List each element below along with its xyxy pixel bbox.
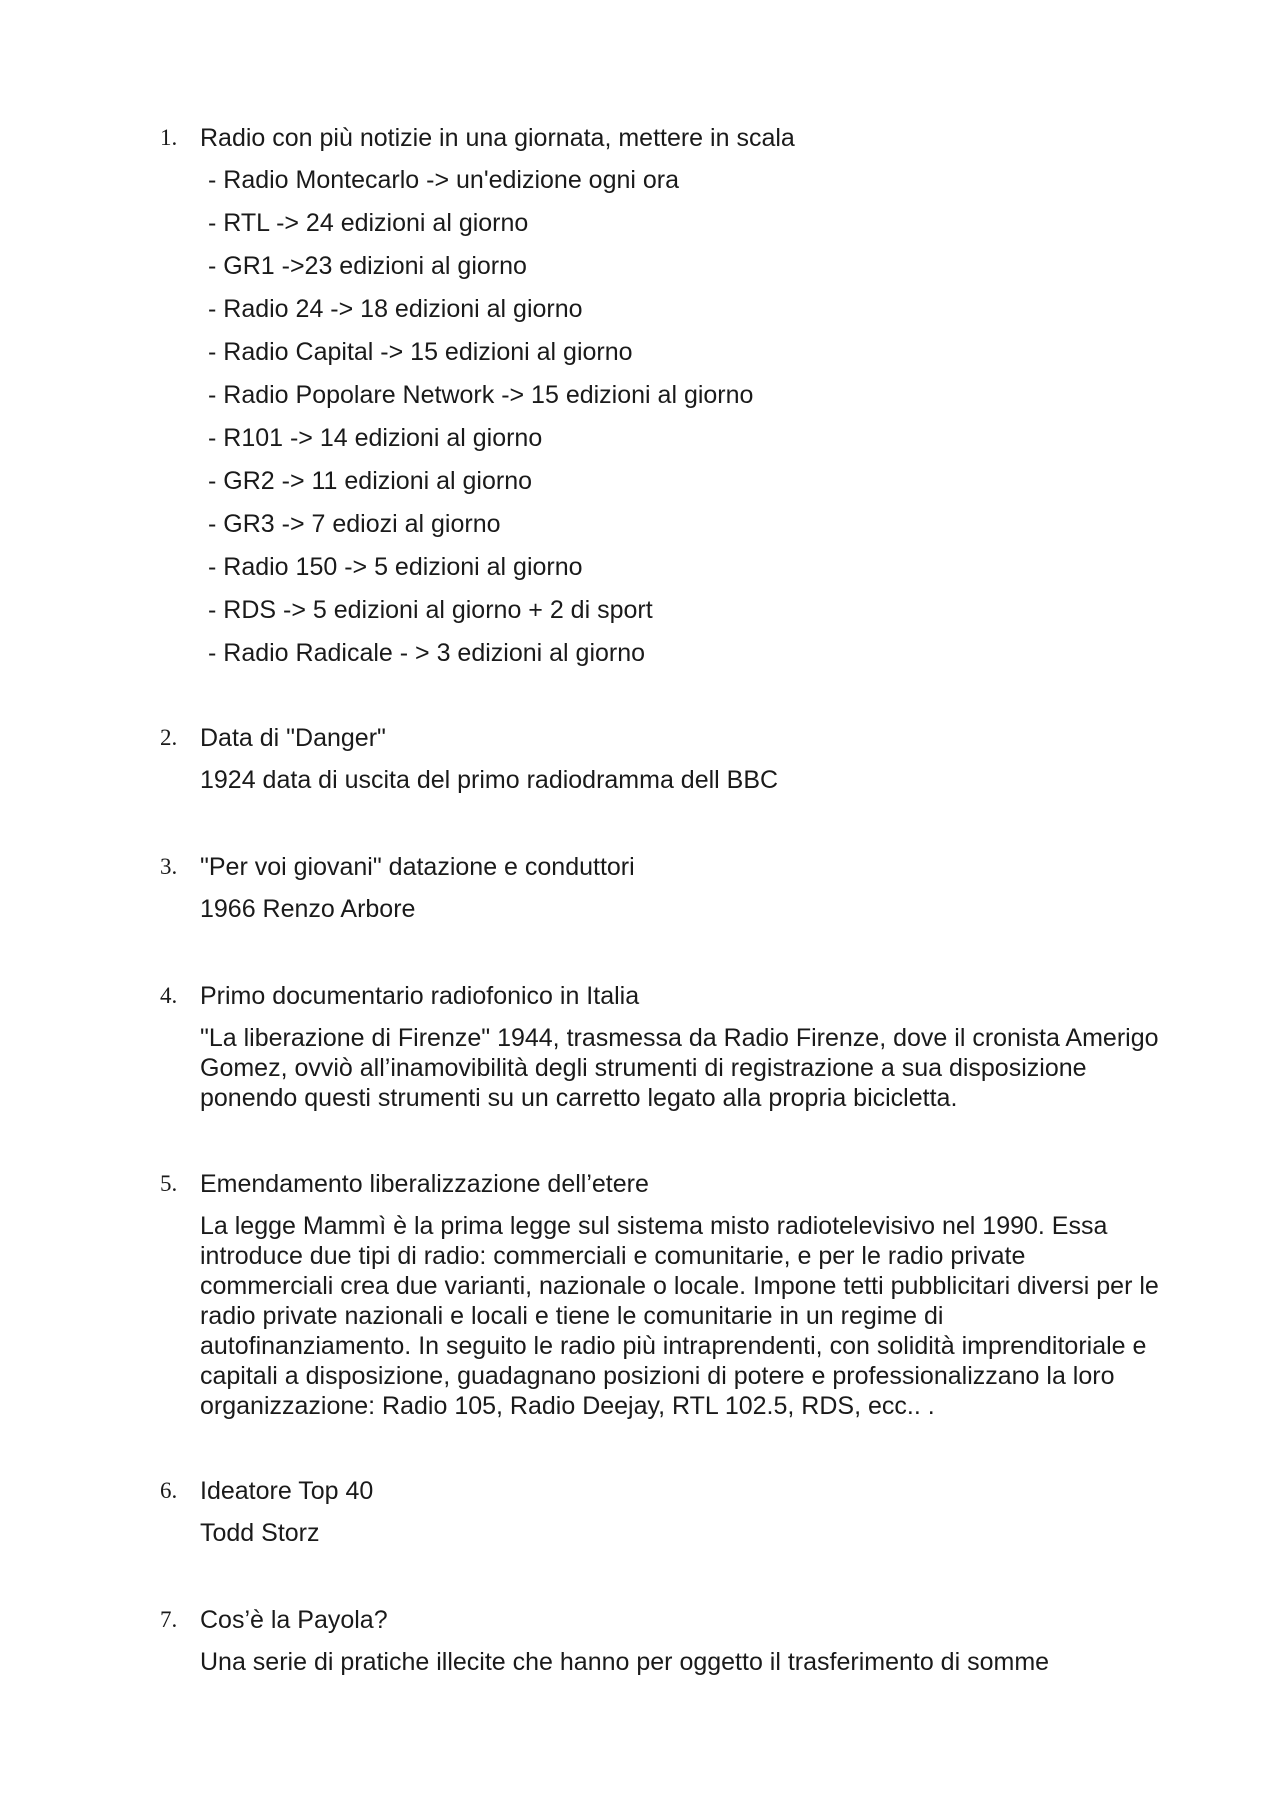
question-text: Primo documentario radiofonico in Italia xyxy=(200,982,640,1010)
list-item: - R101 -> 14 edizioni al giorno xyxy=(208,424,543,452)
list-item: - Radio Montecarlo -> un'edizione ogni ora xyxy=(208,166,680,194)
question-item-5 xyxy=(160,1169,1170,1419)
question-item-7 xyxy=(160,1605,1170,1680)
list-item: - GR1 ->23 edizioni al giorno xyxy=(208,252,527,280)
answer-text: Todd Storz xyxy=(200,1519,320,1547)
answer-text: La legge Mammì è la prima legge sul sistema misto radiotelevisivo nel 1990. Essa introduce due tipi di radio: commerciali e comunitarie, e per le radio private commerciali crea due varianti, nazionale o locale. Impone tetti pubblicitari diversi per le radio private nazionali e locali e tiene le comunitarie in un regime di autofinanziamento. In seguito le radio più intraprendenti, con solidità imprenditoriale e capitali a disposizione, guadagnano posizioni di potere e professionalizzano la loro organizzazione: Radio 105, Radio Deejay, RTL 102.5, RDS, ecc.. . xyxy=(200,1212,1159,1420)
list-item: - GR3 -> 7 ediozi al giorno xyxy=(208,510,501,538)
question-text: Cos’è la Payola? xyxy=(200,1606,388,1634)
item-number: 4. xyxy=(160,983,178,1008)
item-number: 1. xyxy=(160,125,178,150)
question-item-2 xyxy=(160,723,1170,798)
answer-text: "La liberazione di Firenze" 1944, trasmessa da Radio Firenze, dove il cronista Amerigo Gomez, ovviò all’inamovibilità degli strumenti di registrazione a sua disposizione ponendo questi strumenti su un carretto legato alla propria bicicletta. xyxy=(200,1024,1159,1112)
list-item: - Radio Capital -> 15 edizioni al giorno xyxy=(208,338,633,366)
list-item: - Radio 24 -> 18 edizioni al giorno xyxy=(208,295,583,323)
item-number: 5. xyxy=(160,1171,178,1196)
question-text: "Per voi giovani" datazione e conduttori xyxy=(200,853,635,881)
list-item: - RTL -> 24 edizioni al giorno xyxy=(208,209,529,237)
item-number: 7. xyxy=(160,1607,178,1632)
question-text: Radio con più notizie in una giornata, mettere in scala xyxy=(200,124,795,152)
question-item-3 xyxy=(160,852,1170,927)
list-item: - GR2 -> 11 edizioni al giorno xyxy=(208,467,533,495)
question-item-6 xyxy=(160,1476,1170,1551)
list-item: - Radio 150 -> 5 edizioni al giorno xyxy=(208,553,583,581)
item-number: 3. xyxy=(160,854,178,879)
list-item: - Radio Radicale - > 3 edizioni al giorno xyxy=(208,639,646,667)
answer-text: 1966 Renzo Arbore xyxy=(200,895,416,923)
list-item: - Radio Popolare Network -> 15 edizioni al giorno xyxy=(208,381,754,409)
question-text: Data di "Danger" xyxy=(200,724,386,752)
question-item-4 xyxy=(160,981,1170,1116)
answer-text: Una serie di pratiche illecite che hanno per oggetto il trasferimento di somme xyxy=(200,1648,1050,1676)
question-text: Emendamento liberalizzazione dell’etere xyxy=(200,1170,649,1198)
list-item: - RDS -> 5 edizioni al giorno + 2 di sport xyxy=(208,596,653,624)
answer-text: 1924 data di uscita del primo radiodramma dell BBC xyxy=(200,766,779,794)
question-text: Ideatore Top 40 xyxy=(200,1477,374,1505)
question-item-1 xyxy=(160,123,1170,668)
item-number: 6. xyxy=(160,1478,178,1503)
item-number: 2. xyxy=(160,725,178,750)
